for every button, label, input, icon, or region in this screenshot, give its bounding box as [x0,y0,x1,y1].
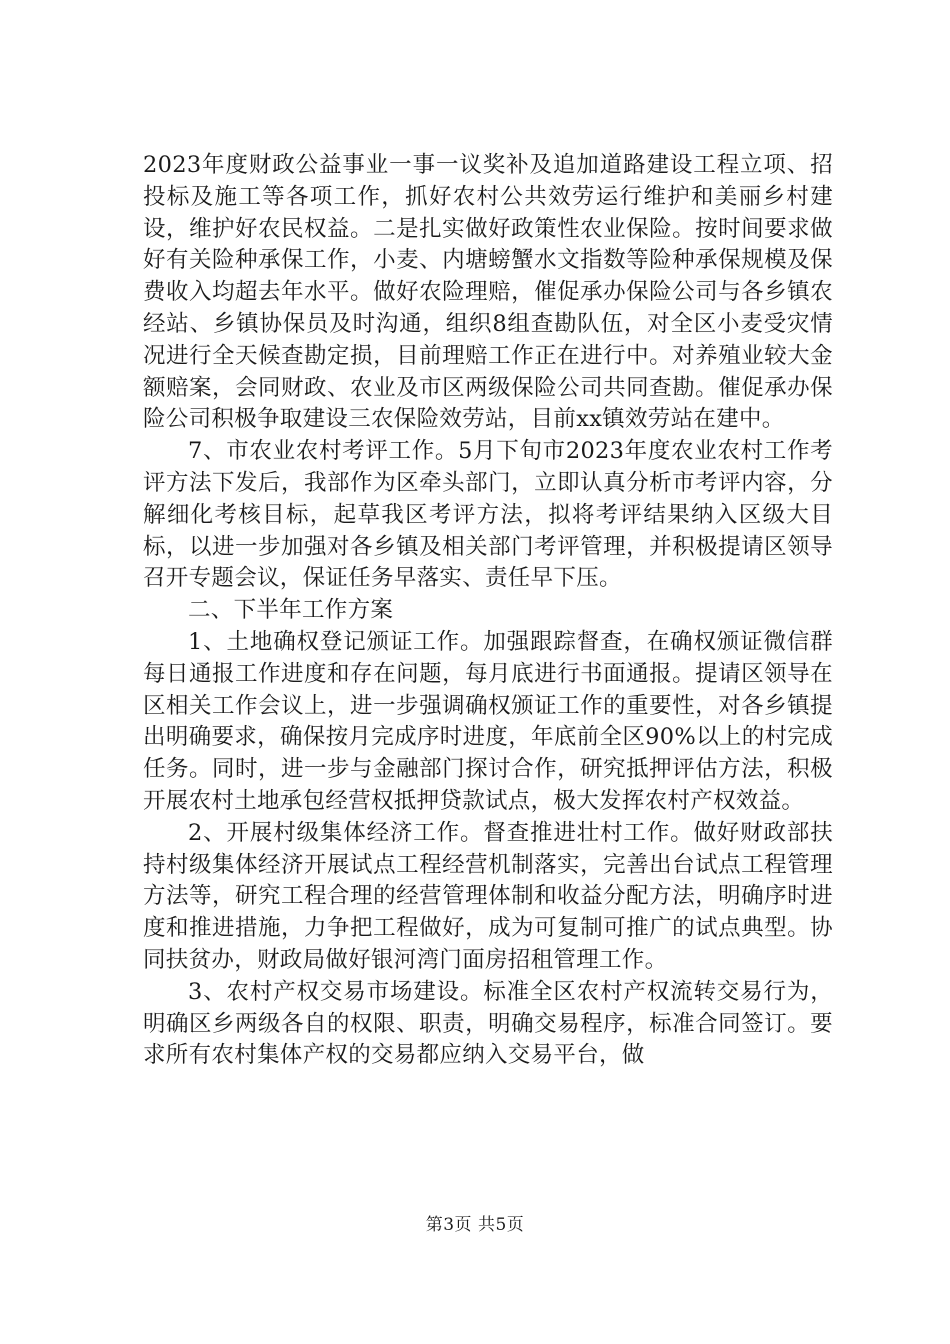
heading-second-half-plan: 二、下半年工作方案 [188,597,394,624]
document-body [143,150,833,1072]
paragraph-plan-3: 3、农村产权交易市场建设。标准全区农村产权流转交易行为，明确区乡两级各自的权限、职责，明确交易程序，标准合同签订。要求所有农村集体产权的交易都应纳入交易平台，做 [143,978,833,1069]
paragraph-plan-2: 2、开展村级集体经济工作。督查推进壮村工作。做好财政部扶持村级集体经济开展试点工程经营机制落实，完善出台试点工程管理方法等，研究工程合理的经营管理体制和收益分配方法，明确序时进度和推进措施，力争把工程做好，成为可复制可推广的试点典型。协同扶贫办，财政局做好银河湾门面房招租管理工作。 [143,819,833,973]
paragraph-section-7: 7、市农业农村考评工作。5月下旬市2023年度农业农村工作考评方法下发后，我部作为区牵头部门，立即认真分析市考评内容，分解细化考核目标，起草我区考评方法，拟将考评结果纳入区级大目标，以进一步加强对各乡镇及相关部门考评管理，并积极提请区领导召开专题会议，保证任务早落实、责任早下压。 [143,438,833,592]
paragraph-plan-1: 1、土地确权登记颁证工作。加强跟踪督查，在确权颁证微信群每日通报工作进度和存在问题，每月底进行书面通报。提请区领导在区相关工作会议上，进一步强调确权颁证工作的重要性，对各乡镇提出明确要求，确保按月完成序时进度，年底前全区90%以上的村完成任务。同时，进一步与金融部门探讨合作，研究抵押评估方法，积极开展农村土地承包经营权抵押贷款试点，极大发挥农村产权效益。 [143,628,833,814]
page-footer: 第3页 共5页 [425,1215,525,1235]
paragraph-continued: 2023年度财政公益事业一事一议奖补及追加道路建设工程立项、招投标及施工等各项工作，抓好农村公共效劳运行维护和美丽乡村建设，维护好农民权益。二是扎实做好政策性农业保险。按时间要求做好有关险种承保工作，小麦、内塘螃蟹水文指数等险种承保规模及保费收入均超去年水平。做好农险理赔，催促承办保险公司与各乡镇农经站、乡镇协保员及时沟通，组织8组查勘队伍，对全区小麦受灾情况进行全天候查勘定损，目前理赔工作正在进行中。对养殖业较大金额赔案，会同财政、农业及市区两级保险公司共同查勘。催促承办保险公司积极争取建设三农保险效劳站，目前xx镇效劳站在建中。 [143,152,833,433]
